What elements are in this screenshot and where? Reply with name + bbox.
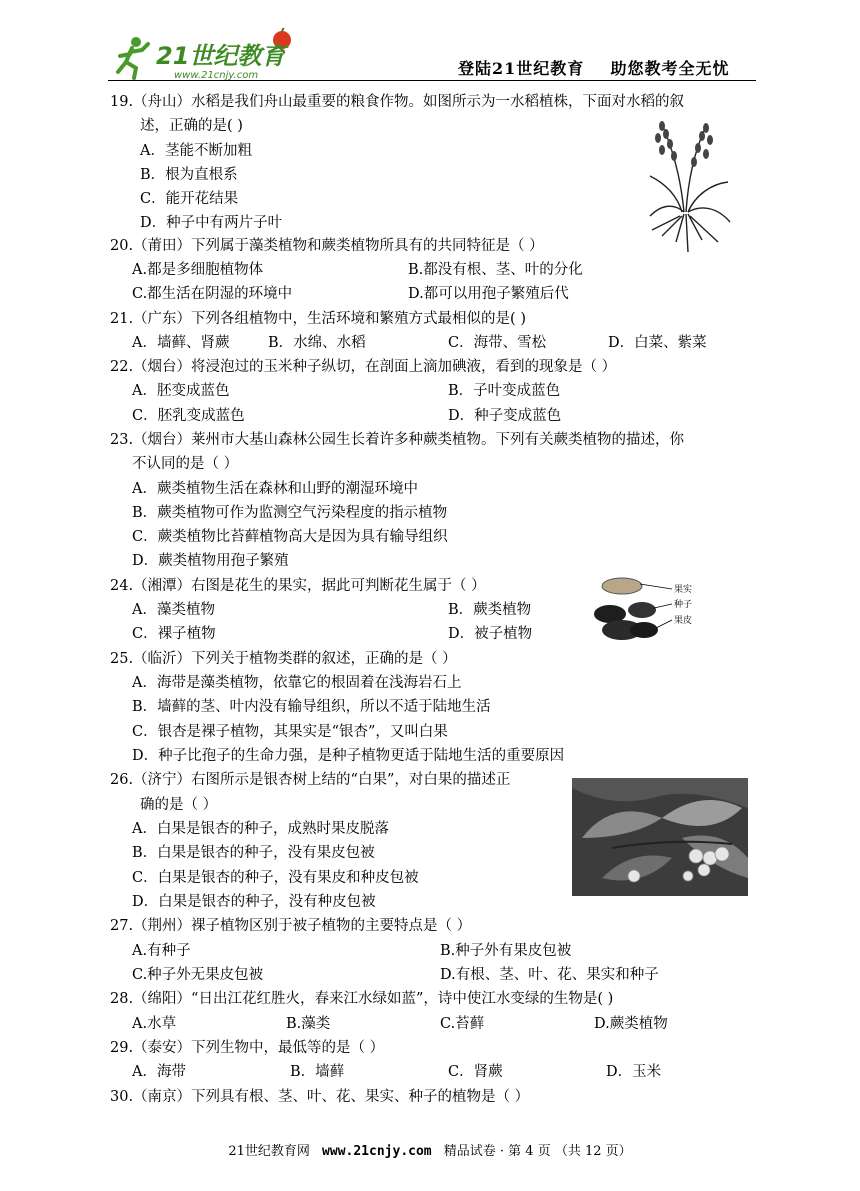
option-28-a: A.水草 [132, 1016, 177, 1032]
page-footer [0, 1140, 860, 1159]
option-24-d: D．被子植物 [448, 626, 533, 642]
option-22-c: C．胚乳变成蓝色 [132, 408, 245, 424]
option-29-a: A．海带 [132, 1064, 186, 1080]
question-30-stem: 30.（南京）下列具有根、茎、叶、花、果实、种子的植物是（ ） [110, 1089, 530, 1105]
option-23-b: B．蕨类植物可作为监测空气污染程度的指示植物 [132, 505, 448, 521]
option-27-d: D.有根、茎、叶、花、果实和种子 [440, 967, 659, 983]
header-divider [108, 80, 756, 81]
site-logo [112, 28, 302, 82]
rice-plant-figure [632, 112, 744, 262]
footer-site-name: 21世纪教育网 [228, 1144, 310, 1159]
option-23-d: D．蕨类植物用孢子繁殖 [132, 553, 289, 569]
option-19-d: D．种子中有两片子叶 [140, 215, 283, 231]
option-25-c: C．银杏是裸子植物，其果实是“银杏”，又叫白果 [132, 724, 448, 740]
option-25-d: D．种子比孢子的生命力强，是种子植物更适于陆地生活的重要原因 [132, 748, 565, 764]
option-23-a: A．蕨类植物生活在森林和山野的潮湿环境中 [132, 481, 418, 497]
header-slogan: 登陆21世纪教育 助您教考全无忧 [458, 59, 730, 78]
option-26-a: A．白果是银杏的种子，成熟时果皮脱落 [132, 821, 389, 837]
question-19-stem-cont: 述，正确的是( ) [140, 118, 243, 134]
peanut-figure [592, 572, 710, 644]
option-26-d: D．白果是银杏的种子，没有种皮包被 [132, 894, 376, 910]
option-19-a: A．茎能不断加粗 [140, 143, 252, 159]
question-24-stem: 24.（湘潭）右图是花生的果实，据此可判断花生属于（ ） [110, 578, 486, 594]
option-29-b: B．墙藓 [290, 1064, 345, 1080]
question-19-stem: 19.（舟山）水稻是我们舟山最重要的粮食作物。如图所示为一水稻植株，下面对水稻的叙 [110, 94, 685, 110]
option-23-c: C．蕨类植物比苔藓植物高大是因为具有输导组织 [132, 529, 448, 545]
footer-url[interactable]: www.21cnjy.com [322, 1144, 432, 1159]
question-23-stem: 23.（烟台）莱州市大基山森林公园生长着许多种蕨类植物。下列有关蕨类植物的描述，你 [110, 432, 685, 448]
logo-url: www.21cnjy.com [174, 70, 259, 81]
option-28-d: D.蕨类植物 [594, 1016, 668, 1032]
option-20-d: D.都可以用孢子繁殖后代 [408, 286, 569, 302]
option-28-b: B.藻类 [286, 1016, 331, 1032]
option-19-b: B．根为直根系 [140, 167, 238, 183]
option-21-c: C．海带、雪松 [448, 335, 547, 351]
option-20-c: C.都生活在阴湿的环境中 [132, 286, 293, 302]
footer-page-info: 精品试卷 · 第 4 页 （共 12 页） [443, 1144, 632, 1159]
question-21-stem: 21.（广东）下列各组植物中，生活环境和繁殖方式最相似的是( ) [110, 311, 526, 327]
option-25-a: A．海带是藻类植物，依靠它的根固着在浅海岩石上 [132, 675, 462, 691]
option-19-c: C．能开花结果 [140, 191, 239, 207]
option-22-a: A．胚变成蓝色 [132, 383, 230, 399]
option-29-d: D．玉米 [606, 1064, 662, 1080]
option-20-b: B.都没有根、茎、叶的分化 [408, 262, 583, 278]
running-figure-icon [118, 37, 148, 78]
question-27-stem: 27.（荆州）裸子植物区别于被子植物的主要特点是（ ） [110, 918, 472, 934]
option-21-b: B．水绵、水稻 [268, 335, 366, 351]
question-23-stem-cont: 不认同的是（ ） [132, 456, 239, 472]
option-22-d: D．种子变成蓝色 [448, 408, 562, 424]
question-25-stem: 25.（临沂）下列关于植物类群的叙述，正确的是（ ） [110, 651, 457, 667]
peanut-label-seed: 种子 [674, 600, 693, 610]
peanut-label-pericarp: 果皮 [674, 616, 693, 626]
option-25-b: B．墙藓的茎、叶内没有输导组织，所以不适于陆地生活 [132, 699, 491, 715]
option-27-b: B.种子外有果皮包被 [440, 943, 572, 959]
option-20-a: A.都是多细胞植物体 [132, 262, 264, 278]
option-22-b: B．子叶变成蓝色 [448, 383, 561, 399]
option-29-c: C．肾蕨 [448, 1064, 503, 1080]
option-24-c: C．裸子植物 [132, 626, 216, 642]
option-21-d: D．白菜、紫菜 [608, 335, 707, 351]
question-28-stem: 28.（绵阳）“日出江花红胜火，春来江水绿如蓝”，诗中使江水变绿的生物是( ) [110, 991, 614, 1007]
ginkgo-photo [572, 778, 748, 896]
option-27-c: C.种子外无果皮包被 [132, 967, 264, 983]
question-20-stem: 20.（莆田）下列属于藻类植物和蕨类植物所具有的共同特征是（ ） [110, 238, 544, 254]
option-28-c: C.苔藓 [440, 1016, 485, 1032]
option-24-a: A．藻类植物 [132, 602, 215, 618]
logo-text: 21世纪教育 [156, 42, 286, 70]
option-24-b: B．蕨类植物 [448, 602, 532, 618]
option-27-a: A.有种子 [132, 943, 191, 959]
peanut-label-fruit: 果实 [674, 585, 693, 595]
question-29-stem: 29.（泰安）下列生物中，最低等的是（ ） [110, 1040, 385, 1056]
option-26-c: C．白果是银杏的种子，没有果皮和种皮包被 [132, 870, 419, 886]
option-21-a: A．墙藓、肾蕨 [132, 335, 230, 351]
option-26-b: B．白果是银杏的种子，没有果皮包被 [132, 845, 375, 861]
question-26-stem: 26.（济宁）右图所示是银杏树上结的“白果”，对白果的描述正 [110, 772, 511, 788]
question-26-stem-cont: 确的是（ ） [140, 797, 218, 813]
question-22-stem: 22.（烟台）将浸泡过的玉米种子纵切，在剖面上滴加碘液，看到的现象是（ ） [110, 359, 617, 375]
